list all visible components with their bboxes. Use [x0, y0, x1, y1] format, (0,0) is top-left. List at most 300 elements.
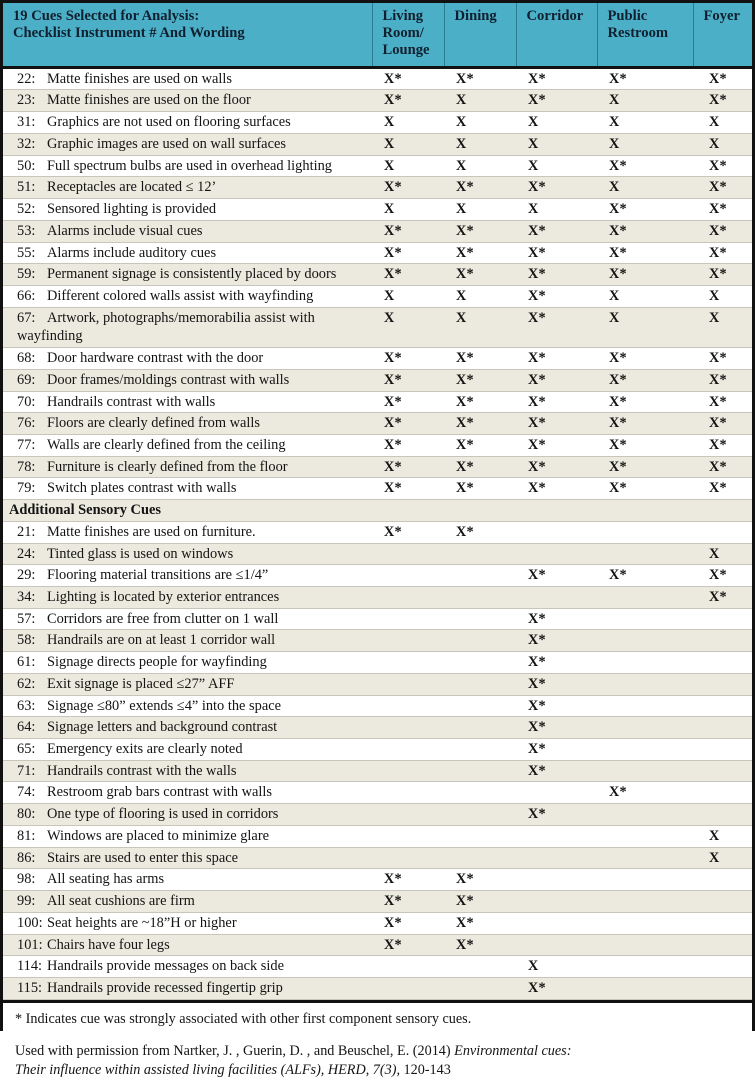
- mark-corridor: [516, 782, 597, 804]
- mark-living-room: [372, 695, 444, 717]
- mark-dining: [444, 760, 516, 782]
- mark-dining: [444, 977, 516, 999]
- mark-corridor: X*: [516, 565, 597, 587]
- cue-text: Signage letters and background contrast: [47, 719, 278, 736]
- mark-living-room: [372, 608, 444, 630]
- mark-public-restroom: [597, 934, 693, 956]
- cue-description: [3, 307, 372, 347]
- mark-corridor: X*: [516, 673, 597, 695]
- mark-foyer: [693, 977, 752, 999]
- cue-text: Seat heights are ~18”H or higher: [47, 914, 237, 931]
- cue-description: [3, 348, 372, 370]
- mark-living-room: [372, 717, 444, 739]
- cue-text: Furniture is clearly defined from the floor: [47, 458, 288, 475]
- cue-number: 55:: [17, 244, 36, 261]
- mark-corridor: X*: [516, 630, 597, 652]
- mark-corridor: X*: [516, 307, 597, 347]
- cue-text: Alarms include auditory cues: [47, 244, 217, 261]
- mark-dining: X: [444, 307, 516, 347]
- mark-public-restroom: X: [597, 90, 693, 112]
- cue-description: [3, 456, 372, 478]
- cue-description: [3, 478, 372, 500]
- mark-corridor: [516, 891, 597, 913]
- mark-living-room: X*: [372, 90, 444, 112]
- mark-foyer: [693, 956, 752, 978]
- table-row: [3, 847, 752, 869]
- cue-description: [3, 608, 372, 630]
- cue-number: 52:: [17, 201, 36, 218]
- mark-foyer: X*: [693, 587, 752, 609]
- mark-foyer: X: [693, 112, 752, 134]
- cue-text: Walls are clearly defined from the ceiling: [47, 436, 286, 453]
- cue-text: Lighting is located by exterior entrances: [47, 589, 280, 606]
- cue-description: [3, 369, 372, 391]
- table-header: [3, 3, 752, 67]
- cue-text: Emergency exits are clearly noted: [47, 741, 243, 758]
- mark-foyer: [693, 760, 752, 782]
- mark-living-room: X: [372, 112, 444, 134]
- cue-number: 61:: [17, 654, 36, 671]
- mark-public-restroom: X: [597, 133, 693, 155]
- mark-living-room: [372, 652, 444, 674]
- cue-number: 32:: [17, 135, 36, 152]
- mark-living-room: X*: [372, 413, 444, 435]
- cue-number: 115:: [17, 979, 43, 996]
- cue-number: 69:: [17, 371, 36, 388]
- mark-public-restroom: X*: [597, 369, 693, 391]
- table-row: [3, 891, 752, 913]
- table-row: [3, 825, 752, 847]
- mark-foyer: [693, 717, 752, 739]
- mark-dining: X*: [444, 264, 516, 286]
- table-row: [3, 478, 752, 500]
- mark-foyer: X*: [693, 220, 752, 242]
- mark-living-room: [372, 543, 444, 565]
- mark-living-room: X: [372, 155, 444, 177]
- cue-number: 51:: [17, 179, 36, 196]
- cue-text: Corridors are free from clutter on 1 wall: [47, 610, 279, 627]
- cue-description: [3, 825, 372, 847]
- footnote-asterisk: * Indicates cue was strongly associated with other first component sensory cues.: [15, 1010, 472, 1027]
- table-row: [3, 391, 752, 413]
- mark-corridor: X*: [516, 177, 597, 199]
- mark-public-restroom: [597, 912, 693, 934]
- mark-foyer: X*: [693, 565, 752, 587]
- mark-public-restroom: X*: [597, 391, 693, 413]
- mark-dining: X*: [444, 478, 516, 500]
- mark-empty: [516, 500, 597, 522]
- cue-text: Flooring material transitions are ≤1/4”: [47, 567, 269, 584]
- mark-corridor: X*: [516, 717, 597, 739]
- mark-public-restroom: X*: [597, 264, 693, 286]
- mark-living-room: X*: [372, 348, 444, 370]
- table-row: [3, 521, 752, 543]
- cue-text: Graphics are not used on flooring surfaces: [47, 114, 291, 131]
- mark-living-room: [372, 977, 444, 999]
- mark-dining: X: [444, 112, 516, 134]
- cue-text: Exit signage is placed ≤27” AFF: [47, 675, 235, 692]
- section-label: Additional Sensory Cues: [3, 500, 372, 522]
- mark-corridor: X*: [516, 67, 597, 90]
- table-row: [3, 608, 752, 630]
- section-header-row: [3, 500, 752, 522]
- mark-public-restroom: [597, 804, 693, 826]
- cue-text: Matte finishes are used on furniture.: [47, 523, 256, 540]
- mark-living-room: [372, 587, 444, 609]
- mark-living-room: X*: [372, 220, 444, 242]
- mark-public-restroom: X*: [597, 456, 693, 478]
- mark-living-room: X*: [372, 912, 444, 934]
- mark-dining: [444, 630, 516, 652]
- cue-text: Graphic images are used on wall surfaces: [47, 135, 286, 152]
- cue-text: Floors are clearly defined from walls: [47, 415, 260, 432]
- mark-foyer: X*: [693, 90, 752, 112]
- table-row: [3, 760, 752, 782]
- mark-dining: X*: [444, 456, 516, 478]
- table-row: [3, 133, 752, 155]
- mark-corridor: X*: [516, 434, 597, 456]
- mark-living-room: X*: [372, 67, 444, 90]
- mark-dining: X*: [444, 369, 516, 391]
- mark-corridor: X*: [516, 652, 597, 674]
- cue-text: Restroom grab bars contrast with walls: [47, 784, 273, 801]
- cue-text: Handrails contrast with walls: [47, 393, 216, 410]
- cue-description: [3, 695, 372, 717]
- cue-description: [3, 956, 372, 978]
- cue-number: 66:: [17, 287, 36, 304]
- mark-living-room: X*: [372, 369, 444, 391]
- mark-public-restroom: X*: [597, 348, 693, 370]
- cue-text: Door frames/moldings contrast with walls: [47, 371, 290, 388]
- mark-public-restroom: X*: [597, 242, 693, 264]
- mark-living-room: [372, 760, 444, 782]
- mark-dining: [444, 956, 516, 978]
- mark-living-room: X*: [372, 434, 444, 456]
- mark-public-restroom: [597, 977, 693, 999]
- mark-corridor: X*: [516, 220, 597, 242]
- mark-dining: X*: [444, 242, 516, 264]
- mark-foyer: X*: [693, 456, 752, 478]
- table-row: [3, 307, 752, 347]
- mark-corridor: X*: [516, 285, 597, 307]
- mark-foyer: [693, 695, 752, 717]
- cue-text: Different colored walls assist with wayfinding: [47, 287, 314, 304]
- mark-public-restroom: [597, 717, 693, 739]
- cue-number: 71:: [17, 762, 36, 779]
- table-row: [3, 565, 752, 587]
- mark-living-room: [372, 565, 444, 587]
- mark-dining: X: [444, 285, 516, 307]
- mark-living-room: [372, 804, 444, 826]
- mark-public-restroom: X: [597, 177, 693, 199]
- mark-corridor: [516, 934, 597, 956]
- mark-dining: X: [444, 90, 516, 112]
- mark-living-room: X*: [372, 391, 444, 413]
- mark-corridor: X: [516, 155, 597, 177]
- mark-dining: X*: [444, 869, 516, 891]
- mark-corridor: X: [516, 956, 597, 978]
- mark-living-room: X*: [372, 869, 444, 891]
- header-living-room: Living Room/ Lounge: [372, 3, 444, 67]
- cue-description: [3, 434, 372, 456]
- table-row: [3, 543, 752, 565]
- table-row: [3, 285, 752, 307]
- table-row: [3, 67, 752, 90]
- mark-public-restroom: [597, 673, 693, 695]
- mark-dining: X*: [444, 177, 516, 199]
- cue-number: 80:: [17, 806, 36, 823]
- cue-number: 63:: [17, 697, 36, 714]
- mark-corridor: X*: [516, 369, 597, 391]
- cue-description: [3, 133, 372, 155]
- mark-foyer: X*: [693, 478, 752, 500]
- cue-description: [3, 90, 372, 112]
- mark-public-restroom: [597, 891, 693, 913]
- mark-foyer: [693, 869, 752, 891]
- mark-foyer: [693, 782, 752, 804]
- mark-foyer: [693, 521, 752, 543]
- cue-description: [3, 912, 372, 934]
- cue-text: Signage ≤80” extends ≤4” into the space: [47, 697, 281, 714]
- cue-description: [3, 177, 372, 199]
- cue-number: 62:: [17, 675, 36, 692]
- mark-living-room: [372, 739, 444, 761]
- cue-number: 98:: [17, 871, 36, 888]
- mark-foyer: [693, 673, 752, 695]
- cue-text: Handrails provide recessed fingertip grip: [47, 979, 283, 996]
- mark-corridor: X*: [516, 456, 597, 478]
- mark-corridor: X*: [516, 264, 597, 286]
- cue-text: All seat cushions are firm: [47, 893, 195, 910]
- mark-dining: X*: [444, 220, 516, 242]
- mark-living-room: [372, 782, 444, 804]
- cue-description: [3, 739, 372, 761]
- mark-corridor: X: [516, 112, 597, 134]
- cue-text: Artwork, photographs/memorabilia assist with wayfinding: [17, 309, 315, 345]
- mark-foyer: X*: [693, 434, 752, 456]
- cue-text: Receptacles are located ≤ 12’: [47, 179, 217, 196]
- mark-living-room: X*: [372, 934, 444, 956]
- mark-corridor: X*: [516, 977, 597, 999]
- mark-foyer: X: [693, 133, 752, 155]
- cue-number: 22:: [17, 70, 36, 87]
- header-corridor: Corridor: [516, 3, 597, 67]
- mark-dining: X*: [444, 891, 516, 913]
- mark-corridor: [516, 587, 597, 609]
- table-row: [3, 434, 752, 456]
- header-foyer: Foyer: [693, 3, 752, 67]
- mark-foyer: X*: [693, 369, 752, 391]
- cue-text: Signage directs people for wayfinding: [47, 654, 267, 671]
- mark-dining: X*: [444, 67, 516, 90]
- cue-number: 86:: [17, 849, 36, 866]
- cue-description: [3, 155, 372, 177]
- mark-public-restroom: [597, 869, 693, 891]
- mark-public-restroom: X*: [597, 478, 693, 500]
- mark-living-room: [372, 630, 444, 652]
- cue-text: Tinted glass is used on windows: [47, 545, 234, 562]
- table-row: [3, 199, 752, 221]
- cue-text: Full spectrum bulbs are used in overhead lighting: [47, 157, 332, 174]
- cue-description: [3, 587, 372, 609]
- cue-text: Handrails provide messages on back side: [47, 958, 284, 975]
- mark-dining: X*: [444, 348, 516, 370]
- mark-living-room: X*: [372, 521, 444, 543]
- table-row: [3, 804, 752, 826]
- mark-corridor: [516, 521, 597, 543]
- mark-corridor: X*: [516, 608, 597, 630]
- mark-corridor: X*: [516, 413, 597, 435]
- cue-number: 57:: [17, 610, 36, 627]
- table-row: [3, 934, 752, 956]
- cue-number: 65:: [17, 741, 36, 758]
- cue-number: 31:: [17, 114, 36, 131]
- mark-empty: [444, 500, 516, 522]
- header-cue-line2: Checklist Instrument # And Wording: [13, 24, 245, 41]
- table-row: [3, 977, 752, 999]
- mark-dining: X*: [444, 521, 516, 543]
- mark-public-restroom: X*: [597, 434, 693, 456]
- mark-corridor: X*: [516, 760, 597, 782]
- mark-living-room: X: [372, 285, 444, 307]
- mark-empty: [693, 500, 752, 522]
- mark-foyer: X*: [693, 177, 752, 199]
- mark-corridor: X: [516, 133, 597, 155]
- cue-description: [3, 869, 372, 891]
- cue-text: Matte finishes are used on walls: [47, 70, 233, 87]
- mark-dining: [444, 608, 516, 630]
- mark-living-room: X*: [372, 891, 444, 913]
- cue-description: [3, 413, 372, 435]
- table-row: [3, 220, 752, 242]
- mark-public-restroom: X*: [597, 565, 693, 587]
- mark-empty: [372, 500, 444, 522]
- citation-text-italic-1: Environmental cues:: [454, 1042, 572, 1059]
- mark-public-restroom: [597, 695, 693, 717]
- cue-text: All seating has arms: [47, 871, 165, 888]
- cue-description: [3, 717, 372, 739]
- table-row: [3, 956, 752, 978]
- cue-description: [3, 67, 372, 90]
- mark-dining: [444, 717, 516, 739]
- table-row: [3, 717, 752, 739]
- mark-foyer: X: [693, 307, 752, 347]
- mark-public-restroom: [597, 521, 693, 543]
- mark-foyer: [693, 912, 752, 934]
- cue-number: 21:: [17, 523, 36, 540]
- mark-dining: X*: [444, 391, 516, 413]
- cue-text: Windows are placed to minimize glare: [47, 827, 269, 844]
- cue-number: 77:: [17, 436, 36, 453]
- cue-number: 81:: [17, 827, 36, 844]
- header-cue-line1: 19 Cues Selected for Analysis:: [13, 8, 200, 24]
- mark-dining: [444, 847, 516, 869]
- table-row: [3, 630, 752, 652]
- mark-foyer: X: [693, 825, 752, 847]
- mark-foyer: [693, 891, 752, 913]
- mark-foyer: X*: [693, 199, 752, 221]
- mark-foyer: [693, 739, 752, 761]
- table-row: [3, 739, 752, 761]
- table-row: [3, 587, 752, 609]
- cue-description: [3, 199, 372, 221]
- mark-living-room: X: [372, 133, 444, 155]
- citation-text-plain-1: Used with permission from Nartker, J. , Guerin, D. , and Beuschel, E. (2014): [15, 1042, 455, 1059]
- cue-text: Permanent signage is consistently placed by doors: [47, 266, 337, 283]
- citation-text-plain-2: 120-143: [400, 1061, 451, 1078]
- mark-dining: [444, 782, 516, 804]
- mark-public-restroom: [597, 825, 693, 847]
- cue-description: [3, 847, 372, 869]
- mark-foyer: X*: [693, 264, 752, 286]
- mark-foyer: X: [693, 285, 752, 307]
- mark-dining: [444, 652, 516, 674]
- mark-living-room: X: [372, 199, 444, 221]
- cue-description: [3, 652, 372, 674]
- mark-corridor: X: [516, 199, 597, 221]
- table-row: [3, 456, 752, 478]
- mark-corridor: [516, 912, 597, 934]
- mark-public-restroom: X*: [597, 413, 693, 435]
- table-body: [3, 67, 752, 999]
- mark-public-restroom: X: [597, 307, 693, 347]
- mark-public-restroom: [597, 760, 693, 782]
- cue-text: Handrails are on at least 1 corridor wall: [47, 632, 276, 649]
- cue-number: 74:: [17, 784, 36, 801]
- mark-dining: [444, 565, 516, 587]
- cue-description: [3, 565, 372, 587]
- cue-description: [3, 242, 372, 264]
- header-row: [3, 3, 752, 67]
- mark-corridor: X*: [516, 739, 597, 761]
- table-row: [3, 90, 752, 112]
- cue-number: 24:: [17, 545, 36, 562]
- cue-description: [3, 782, 372, 804]
- mark-living-room: X*: [372, 242, 444, 264]
- cue-description: [3, 543, 372, 565]
- mark-living-room: X*: [372, 177, 444, 199]
- cue-text: Stairs are used to enter this space: [47, 849, 239, 866]
- cue-description: [3, 673, 372, 695]
- table-row: [3, 652, 752, 674]
- mark-foyer: X*: [693, 413, 752, 435]
- mark-dining: [444, 673, 516, 695]
- table-row: [3, 413, 752, 435]
- cue-description: [3, 934, 372, 956]
- mark-public-restroom: X: [597, 112, 693, 134]
- mark-public-restroom: [597, 543, 693, 565]
- mark-public-restroom: X: [597, 285, 693, 307]
- mark-public-restroom: X*: [597, 199, 693, 221]
- cue-text: Alarms include visual cues: [47, 222, 203, 239]
- cue-description: [3, 891, 372, 913]
- mark-public-restroom: [597, 847, 693, 869]
- mark-living-room: X*: [372, 456, 444, 478]
- mark-public-restroom: [597, 608, 693, 630]
- cue-text: Chairs have four legs: [47, 936, 170, 953]
- cue-number: 23:: [17, 92, 36, 109]
- mark-public-restroom: [597, 630, 693, 652]
- cue-number: 68:: [17, 350, 36, 367]
- cue-description: [3, 112, 372, 134]
- cue-text: Handrails contrast with the walls: [47, 762, 237, 779]
- cue-number: 76:: [17, 415, 36, 432]
- cue-description: [3, 391, 372, 413]
- mark-empty: [597, 500, 693, 522]
- mark-dining: [444, 825, 516, 847]
- table-row: [3, 695, 752, 717]
- cue-number: 70:: [17, 393, 36, 410]
